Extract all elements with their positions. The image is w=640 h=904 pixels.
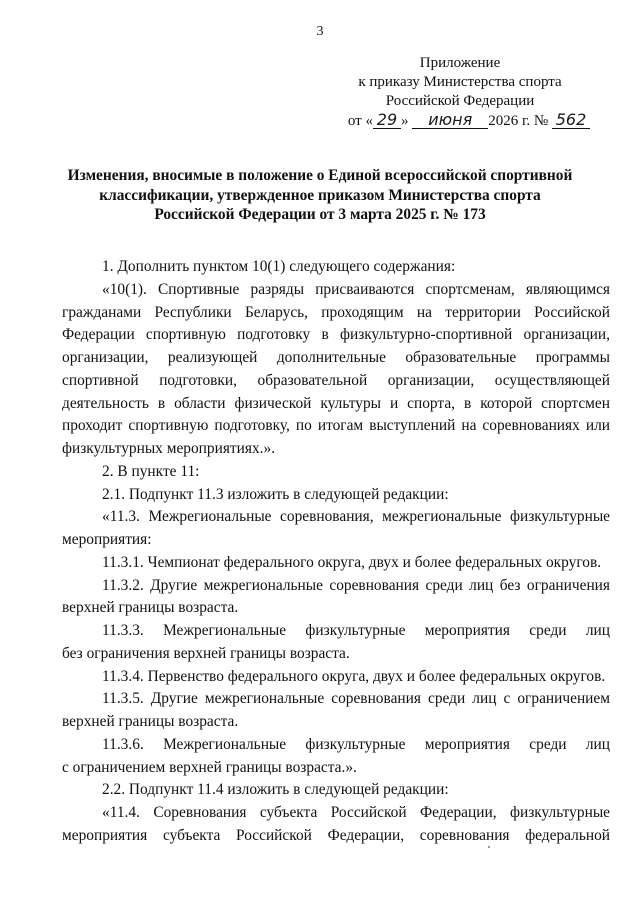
title-line-2: классификации, утвержденное приказом Министерства спорта xyxy=(99,186,541,204)
date-prefix: от « xyxy=(347,113,373,129)
appendix-date-line xyxy=(330,111,590,131)
appendix-block xyxy=(330,54,590,131)
page-number: 3 xyxy=(316,24,324,39)
body-line: организации, реализующей дополнительные образовательные программы xyxy=(62,349,610,366)
body-line: деятельность в области физической культуры и спорта, в которой спортсмен xyxy=(62,394,610,412)
body-line: мероприятия: xyxy=(62,531,152,548)
body-line: 11.3.2. Другие межрегиональные соревнования среди лиц без ограничения xyxy=(102,576,610,594)
body-line: верхней границы возраста. xyxy=(62,599,239,617)
scan-speck xyxy=(488,846,490,848)
handwritten-month: июня xyxy=(412,111,488,129)
title-line-3: Российской Федерации от 3 марта 2025 г. № 173 xyxy=(154,206,486,223)
date-mid: » xyxy=(400,113,409,129)
year-text: 2026 г. № xyxy=(488,113,549,129)
body-line: 2.2. Подпункт 11.4 изложить в следующей редакции: xyxy=(102,781,449,799)
body-line: верхней границы возраста. xyxy=(62,713,239,730)
body-line: 2.1. Подпункт 11.3 изложить в следующей редакции: xyxy=(102,485,449,503)
body-line: гражданами Республики Беларусь, проходящим на территории Российской xyxy=(62,303,610,321)
body-line: Федерации спортивную подготовку в физкультурно-спортивной организации, xyxy=(62,326,610,344)
body-line: спортивной подготовки, образовательной организации, осуществляющей xyxy=(62,371,610,389)
body-line: «10(1). Спортивные разряды присваиваются спортсменам, являющимся xyxy=(102,280,610,298)
body-line: 11.3.6. Межрегиональные физкультурные мероприятия среди лиц xyxy=(102,735,610,753)
body-line: проходит спортивную подготовку, по итогам выступлений на соревнованиях или xyxy=(62,417,610,435)
appendix-line-3: Российской Федерации xyxy=(385,93,535,109)
document-title xyxy=(60,166,580,225)
body-line: 11.3.1. Чемпионат федерального округа, двух и более федеральных округов. xyxy=(102,553,602,571)
body-line: без ограничения верхней границы возраста. xyxy=(62,644,350,662)
body-line: 1. Дополнить пунктом 10(1) следующего содержания: xyxy=(102,258,456,275)
handwritten-order-number: 562 xyxy=(552,111,590,129)
body-line: физкультурных мероприятиях.». xyxy=(62,440,276,457)
body-line: «11.4. Соревнования субъекта Российской Федерации, физкультурные xyxy=(102,804,610,821)
appendix-line-1: Приложение xyxy=(419,55,501,71)
appendix-line-2: к приказу Министерства спорта xyxy=(358,74,562,90)
body-line: 11.3.3. Межрегиональные физкультурные мероприятия среди лиц xyxy=(102,622,610,639)
body-line: 11.3.5. Другие межрегиональные соревнования среди лиц с ограничением xyxy=(102,690,610,708)
title-line-1: Изменения, вносимые в положение о Единой всероссийской спортивной xyxy=(67,167,573,184)
document-body xyxy=(62,256,610,848)
body-line: 2. В пункте 11: xyxy=(102,462,200,480)
body-line: мероприятия субъекта Российской Федерации, соревнования федеральной xyxy=(62,826,610,844)
body-line: 11.3.4. Первенство федерального округа, двух и более федеральных округов. xyxy=(102,667,606,685)
body-line: с ограничением верхней границы возраста.». xyxy=(62,758,357,776)
body-line: «11.3. Межрегиональные соревнования, межрегиональные физкультурные xyxy=(102,508,610,526)
handwritten-day: 29 xyxy=(373,111,401,129)
